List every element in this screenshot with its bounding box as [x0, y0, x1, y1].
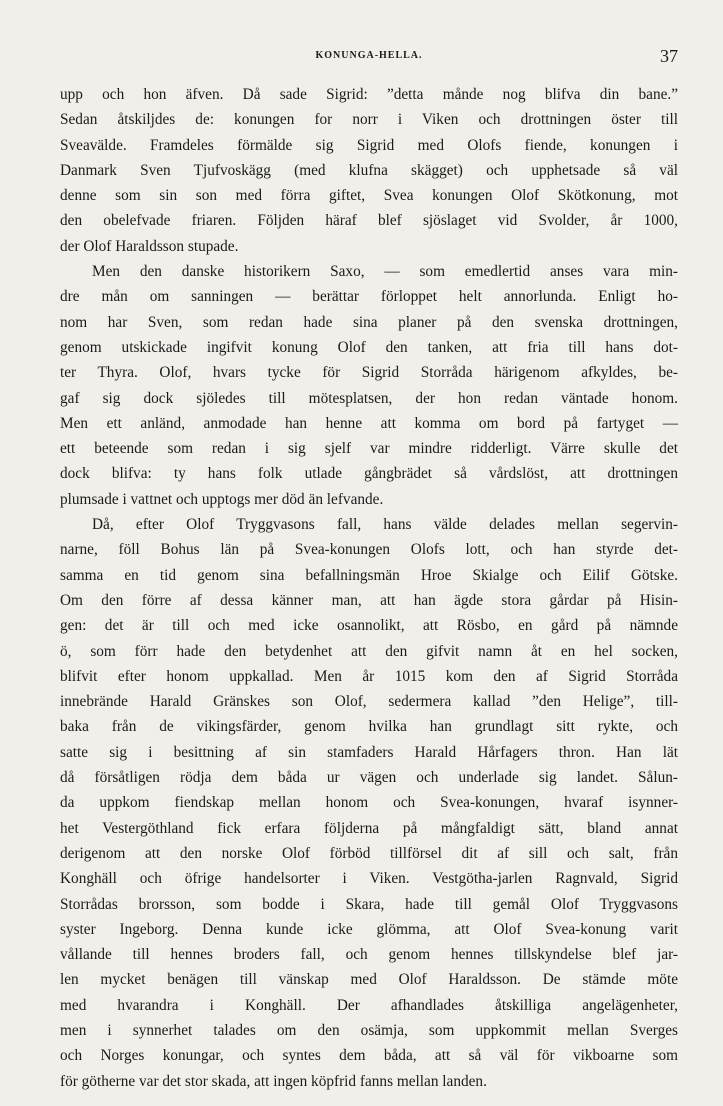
text-line: der Olof Haraldsson stupade.	[60, 237, 239, 255]
text-line: Storrådas brorsson, som bodde i Skara, hade till gemål Olof Tryggvasons	[60, 895, 678, 913]
text-line: Konghäll och öfrige handelsorter i Viken. Vestgötha-jarlen Ragnvald, Sigrid	[60, 870, 678, 888]
text-line: het Vestergöthland fick erfara följderna på mångfaldigt sätt, bland annat	[60, 819, 678, 837]
body-text	[60, 82, 678, 1094]
text-line: men i synnerhet talades om den osämja, som uppkommit mellan Sverges	[60, 1021, 678, 1039]
page-number: 37	[660, 46, 678, 66]
text-line: len mycket benägen till vänskap med Olof Haraldsson. De stämde möte	[60, 971, 678, 989]
text-line: baka från de vikingsfärder, genom hvilka han grundlagt sitt rykte, och	[60, 718, 678, 736]
page-header	[60, 46, 678, 72]
text-line: Men den danske historikern Saxo, — som emedlertid anses vara min-	[92, 263, 678, 281]
text-line: dock blifva: ty hans folk utlade gångbrädet så vårdslöst, att drottningen	[60, 465, 678, 483]
text-line: då försåtligen rödja dem båda ur vägen och underlade sig landet. Sålun-	[60, 769, 678, 787]
text-line: dre mån om sanningen — berättar förloppet helt annorlunda. Enligt ho-	[60, 288, 678, 306]
text-line: Sveavälde. Framdeles förmälde sig Sigrid med Olofs fiende, konungen i	[60, 136, 678, 154]
text-line: genom utskickade ingifvit konung Olof den tanken, att fria till hans dot-	[60, 338, 678, 356]
text-line: ö, som förr hade den betydenhet att den gifvit namn åt en hel socken,	[60, 642, 678, 660]
text-line: samma en tid genom sina befallningsmän Hroe Skialge och Eilif Götske.	[60, 566, 678, 584]
text-line: Sedan åtskiljdes de: konungen for norr i Viken och drottningen öster till	[60, 111, 678, 129]
text-line: gaf sig dock sjöledes till mötesplatsen, der hon redan väntade honom.	[60, 389, 678, 407]
text-line: med hvarandra i Konghäll. Der afhandlades åtskilliga angelägenheter,	[60, 996, 678, 1014]
text-line: Men ett anländ, anmodade han henne att komma om bord på fartyget —	[60, 414, 678, 432]
text-line: Om den förre af dessa känner man, att han ägde stora gårdar på Hisin-	[60, 591, 678, 609]
text-line: den obelefvade friaren. Följden häraf blef sjöslaget vid Svolder, år 1000,	[60, 212, 678, 230]
text-line: da uppkom fiendskap mellan honom och Svea-konungen, hvaraf isynner-	[60, 794, 678, 812]
text-line: syster Ingeborg. Denna kunde icke glömma, att Olof Svea-konung varit	[60, 920, 678, 938]
text-line: blifvit efter honom uppkallad. Men år 1015 kom den af Sigrid Storråda	[60, 667, 678, 685]
text-line: ter Thyra. Olof, hvars tycke för Sigrid Storråda härigenom afkyldes, be-	[60, 364, 678, 382]
text-line: plumsade i vattnet och upptogs mer död än lefvande.	[60, 490, 384, 508]
text-line: innebrände Harald Gränskes son Olof, sedermera kallad ”den Helige”, till-	[60, 693, 678, 711]
text-line: satte sig i besittning af sin stamfaders Harald Hårfagers thron. Han lät	[60, 743, 678, 761]
running-title: KONUNGA-HELLA.	[315, 50, 423, 61]
text-line: ett beteende som redan i sig sjelf var mindre ridderligt. Värre skulle det	[60, 440, 678, 458]
text-line: derigenom att den norske Olof förböd tillförsel dit af sill och salt, från	[60, 844, 678, 862]
text-line: gen: det är till och med icke osannolikt, att Rösbo, en gård på nämnde	[60, 617, 678, 635]
text-line: nom har Sven, som redan hade sina planer på den svenska drottningen,	[60, 313, 678, 331]
text-line: vållande till hennes broders fall, och genom hennes tillskyndelse blef jar-	[60, 946, 678, 964]
text-line: Danmark Sven Tjufvoskägg (med klufna skägget) och upphetsade så väl	[60, 161, 678, 179]
text-line: denne som sin son med förra giftet, Svea konungen Olof Skötkonung, mot	[60, 187, 678, 205]
text-line: narne, föll Bohus län på Svea-konungen Olofs lott, och han styrde det-	[60, 541, 678, 559]
text-line: och Norges konungar, och syntes dem båda, att så väl för vikboarne som	[60, 1047, 678, 1065]
text-line: Då, efter Olof Tryggvasons fall, hans välde delades mellan segervin-	[92, 516, 678, 534]
text-line: för götherne var det stor skada, att ingen köpfrid fanns mellan landen.	[60, 1072, 487, 1090]
text-line: upp och hon äfven. Då sade Sigrid: ”detta månde nog blifva din bane.”	[60, 86, 678, 103]
